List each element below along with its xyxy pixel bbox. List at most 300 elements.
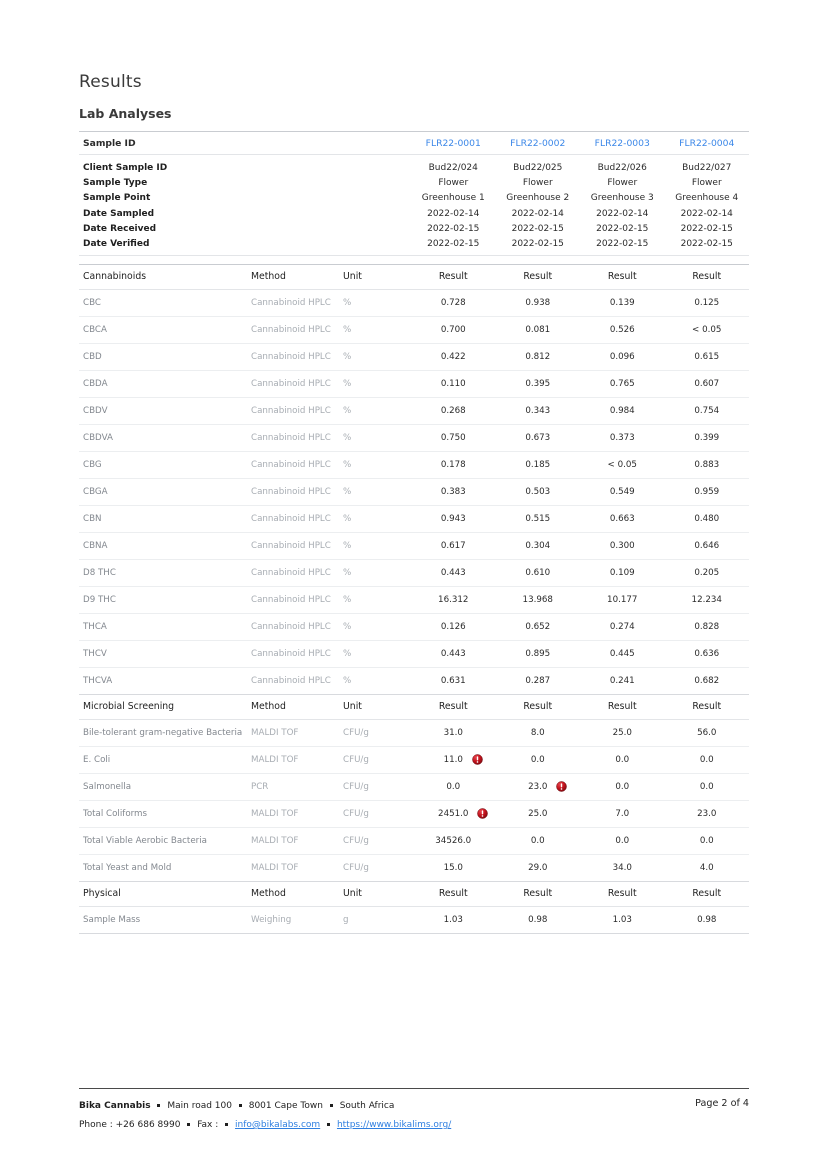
result-wrap [610, 649, 635, 659]
result-wrap [441, 352, 466, 362]
column-header-result: Result [496, 881, 581, 906]
footer-city: 8001 Cape Town [248, 1101, 323, 1111]
analysis-result-cell [411, 451, 496, 478]
result-value: 0.304 [525, 540, 551, 551]
analysis-result-cell [580, 719, 665, 746]
bullet-separator-icon [187, 1123, 190, 1126]
result-wrap [441, 433, 466, 443]
result-value: 25.0 [612, 727, 632, 738]
analysis-result-cell [411, 289, 496, 316]
result-wrap [610, 298, 635, 308]
analysis-method: Cannabinoid HPLC [249, 397, 341, 424]
analysis-name: CBG [79, 451, 249, 478]
result-value: 0.98 [528, 914, 548, 925]
metadata-row-date-verified [79, 236, 749, 255]
metadata-label: Date Received [83, 223, 157, 234]
analysis-result-cell [665, 746, 750, 773]
result-wrap [615, 755, 629, 765]
result-wrap [694, 460, 719, 470]
analysis-result-cell [496, 451, 581, 478]
column-header-method: Method [249, 264, 341, 289]
analysis-name: CBN [79, 505, 249, 532]
analysis-row [79, 451, 749, 478]
analysis-result-cell [411, 827, 496, 854]
result-value: 0.0 [446, 781, 461, 792]
result-value: 0.607 [694, 378, 720, 389]
result-wrap [613, 863, 632, 873]
result-value: 0.287 [525, 675, 551, 686]
result-wrap [694, 541, 719, 551]
analysis-result-cell [411, 640, 496, 667]
result-wrap [694, 622, 719, 632]
analysis-unit: % [341, 424, 411, 451]
result-wrap [444, 863, 463, 873]
category-name: Cannabinoids [79, 264, 249, 289]
metadata-value: Flower [522, 177, 553, 188]
result-wrap [525, 568, 550, 578]
result-wrap [692, 325, 721, 335]
column-header-result: Result [665, 264, 750, 289]
result-wrap [525, 298, 550, 308]
analysis-row [79, 667, 749, 694]
analysis-result-cell [580, 370, 665, 397]
result-wrap [528, 863, 547, 873]
result-wrap [525, 541, 550, 551]
metadata-value: Flower [607, 177, 638, 188]
result-wrap [441, 298, 466, 308]
analysis-unit: % [341, 478, 411, 505]
analysis-row [79, 773, 749, 800]
analysis-result-cell [580, 640, 665, 667]
page-number-indicator: Page 2 of 4 [695, 1098, 749, 1109]
column-header-result: Result [580, 264, 665, 289]
result-value: 0.268 [440, 405, 466, 416]
analysis-result-cell [411, 906, 496, 933]
result-value: 0.631 [440, 675, 466, 686]
out-of-range-warning-icon[interactable] [472, 754, 483, 765]
metadata-value: 2022-02-14 [680, 208, 733, 219]
result-wrap [700, 836, 714, 846]
analysis-method: Cannabinoid HPLC [249, 532, 341, 559]
analysis-result-cell [580, 586, 665, 613]
metadata-value: Bud22/025 [513, 162, 563, 173]
bullet-separator-icon [239, 1104, 242, 1107]
analysis-result-cell [496, 906, 581, 933]
result-wrap [531, 728, 545, 738]
result-value: 0.610 [525, 567, 551, 578]
result-value: 0.445 [609, 648, 635, 659]
analysis-method: PCR [249, 773, 341, 800]
analysis-name: E. Coli [79, 746, 249, 773]
result-value: 2451.0 [438, 808, 469, 819]
metadata-value: Flower [438, 177, 469, 188]
out-of-range-warning-icon[interactable] [477, 808, 488, 819]
result-wrap [700, 755, 714, 765]
result-wrap [523, 595, 553, 605]
bullet-separator-icon [225, 1123, 228, 1126]
analysis-unit: % [341, 586, 411, 613]
result-wrap [525, 460, 550, 470]
analysis-name: CBNA [79, 532, 249, 559]
metadata-row-date-received [79, 221, 749, 236]
analysis-result-cell [580, 451, 665, 478]
analysis-name: THCV [79, 640, 249, 667]
column-header-unit: Unit [341, 694, 411, 719]
column-header-unit: Unit [341, 881, 411, 906]
result-wrap [615, 809, 629, 819]
metadata-value: Bud22/026 [597, 162, 647, 173]
result-wrap [610, 541, 635, 551]
metadata-value: Bud22/027 [682, 162, 732, 173]
metadata-value: 2022-02-15 [665, 236, 750, 255]
category-header-row [79, 264, 749, 289]
analysis-result-cell [665, 532, 750, 559]
analysis-result-cell [496, 478, 581, 505]
result-value: 0.526 [609, 324, 635, 335]
analysis-result-cell [580, 854, 665, 881]
result-wrap [441, 649, 466, 659]
analysis-result-cell [496, 746, 581, 773]
analysis-name: CBGA [79, 478, 249, 505]
analysis-unit: CFU/g [341, 719, 411, 746]
metadata-row-sample-point [79, 191, 749, 206]
column-header-result: Result [411, 881, 496, 906]
result-wrap [441, 568, 466, 578]
metadata-value: 2022-02-15 [511, 223, 564, 234]
metadata-value: 2022-02-15 [680, 223, 733, 234]
analysis-result-cell [411, 746, 496, 773]
metadata-value: Greenhouse 1 [421, 193, 485, 204]
result-value: 0.422 [440, 351, 466, 362]
result-wrap [694, 568, 719, 578]
analysis-name: D8 THC [79, 559, 249, 586]
result-wrap [525, 676, 550, 686]
analysis-result-cell [496, 316, 581, 343]
result-value: 0.883 [694, 459, 720, 470]
analysis-result-cell [496, 370, 581, 397]
result-value: 11.0 [443, 754, 463, 765]
metadata-value: Flower [691, 177, 722, 188]
analysis-result-cell [665, 505, 750, 532]
result-wrap [608, 460, 637, 470]
analysis-row [79, 316, 749, 343]
result-value: 0.139 [609, 297, 635, 308]
result-value: 0.383 [440, 486, 466, 497]
result-value: 0.395 [525, 378, 551, 389]
analysis-name: Bile-tolerant gram-negative Bacteria [79, 719, 249, 746]
result-value: 0.515 [525, 513, 551, 524]
column-header-result: Result [496, 694, 581, 719]
result-value: 0.682 [694, 675, 720, 686]
result-wrap [607, 595, 637, 605]
analysis-name: Salmonella [79, 773, 249, 800]
result-value: 0.443 [440, 567, 466, 578]
analysis-method: Cannabinoid HPLC [249, 559, 341, 586]
analysis-result-cell [496, 289, 581, 316]
analysis-result-cell [411, 397, 496, 424]
analysis-row [79, 532, 749, 559]
result-wrap [441, 325, 466, 335]
metadata-value: 2022-02-14 [427, 208, 480, 219]
analysis-name: Total Viable Aerobic Bacteria [79, 827, 249, 854]
analysis-result-cell [496, 640, 581, 667]
footer-company-name: Bika Cannabis [79, 1101, 151, 1111]
analysis-result-cell [580, 746, 665, 773]
analysis-unit: % [341, 559, 411, 586]
analysis-unit: CFU/g [341, 854, 411, 881]
analysis-method: Cannabinoid HPLC [249, 370, 341, 397]
footer-phone: Phone : +26 686 8990 [79, 1120, 181, 1130]
result-wrap [694, 676, 719, 686]
result-value: 0.0 [530, 754, 545, 765]
footer-fax-label: Fax : [197, 1120, 219, 1130]
sample-info-body [79, 132, 749, 256]
metadata-label: Sample Point [83, 193, 151, 204]
analysis-unit: % [341, 532, 411, 559]
result-wrap [694, 649, 719, 659]
analysis-result-cell [496, 667, 581, 694]
analysis-unit: CFU/g [341, 827, 411, 854]
analysis-unit: % [341, 505, 411, 532]
analysis-result-cell [665, 343, 750, 370]
result-value: 0.343 [525, 405, 551, 416]
result-value: 0.750 [440, 432, 466, 443]
column-header-result: Result [580, 881, 665, 906]
analysis-name: Total Yeast and Mold [79, 854, 249, 881]
result-value: 0.0 [699, 781, 714, 792]
result-value: 0.126 [440, 621, 466, 632]
out-of-range-warning-icon[interactable] [556, 781, 567, 792]
analysis-name: CBC [79, 289, 249, 316]
analysis-row [79, 289, 749, 316]
metadata-label: Sample Type [83, 177, 148, 188]
analysis-unit: % [341, 613, 411, 640]
analysis-method: Cannabinoid HPLC [249, 424, 341, 451]
sample-id-link-3[interactable]: FLR22-0003 [580, 132, 665, 155]
result-value: < 0.05 [692, 324, 722, 335]
result-value: 0.0 [699, 754, 714, 765]
result-value: 0.0 [615, 835, 630, 846]
result-wrap [525, 433, 550, 443]
analysis-result-cell [411, 424, 496, 451]
result-value: 0.241 [609, 675, 635, 686]
bullet-separator-icon [157, 1104, 160, 1107]
analysis-result-cell [665, 773, 750, 800]
column-header-method: Method [249, 881, 341, 906]
footer-website-link[interactable]: https://www.bikalims.org/ [336, 1120, 452, 1130]
analysis-row [79, 343, 749, 370]
result-value: 0.943 [440, 513, 466, 524]
metadata-row-sample-type [79, 175, 749, 190]
analysis-unit: g [341, 906, 411, 933]
analysis-result-cell [665, 316, 750, 343]
analysis-row [79, 478, 749, 505]
result-value: 0.178 [440, 459, 466, 470]
column-header-result: Result [411, 694, 496, 719]
result-wrap [446, 782, 460, 792]
analysis-result-cell [496, 397, 581, 424]
analysis-name: THCVA [79, 667, 249, 694]
result-value: 0.109 [609, 567, 635, 578]
result-value: 0.480 [694, 513, 720, 524]
analysis-row [79, 719, 749, 746]
analysis-row [79, 800, 749, 827]
category-header-row [79, 694, 749, 719]
result-wrap [525, 514, 550, 524]
sample-id-link-1[interactable]: FLR22-0001 [411, 132, 496, 155]
result-wrap [613, 915, 632, 925]
metadata-value: Greenhouse 4 [675, 193, 739, 204]
analysis-row [79, 827, 749, 854]
category-header-row [79, 881, 749, 906]
analysis-result-cell [580, 424, 665, 451]
result-wrap [441, 460, 466, 470]
result-value: 23.0 [528, 781, 548, 792]
result-wrap [528, 809, 547, 819]
result-value: 0.373 [609, 432, 635, 443]
result-wrap [441, 541, 466, 551]
footer-contact-block [79, 1097, 451, 1135]
result-wrap [610, 514, 635, 524]
sample-id-link-2[interactable]: FLR22-0002 [496, 132, 581, 155]
result-value: 0.98 [697, 914, 717, 925]
result-wrap [694, 514, 719, 524]
analysis-result-cell [580, 532, 665, 559]
result-value: 0.728 [440, 297, 466, 308]
analysis-method: MALDI TOF [249, 800, 341, 827]
sample-id-link-4[interactable]: FLR22-0004 [665, 132, 750, 155]
analysis-method: MALDI TOF [249, 854, 341, 881]
result-wrap [610, 676, 635, 686]
analysis-result-cell [580, 397, 665, 424]
analysis-result-cell [580, 906, 665, 933]
analysis-name: CBDVA [79, 424, 249, 451]
metadata-row-client-sample-id [79, 160, 749, 175]
analysis-row [79, 559, 749, 586]
analysis-unit: CFU/g [341, 800, 411, 827]
analysis-unit: % [341, 316, 411, 343]
result-wrap [610, 406, 635, 416]
result-wrap [694, 379, 719, 389]
result-wrap [528, 915, 547, 925]
analysis-result-cell [580, 559, 665, 586]
analysis-result-cell [665, 640, 750, 667]
analysis-result-cell [496, 719, 581, 746]
result-value: 0.617 [440, 540, 466, 551]
analysis-result-cell [580, 800, 665, 827]
analysis-unit: % [341, 451, 411, 478]
analysis-unit: CFU/g [341, 773, 411, 800]
result-value: 23.0 [697, 808, 717, 819]
result-wrap [525, 622, 550, 632]
result-wrap [610, 487, 635, 497]
analysis-result-cell [411, 719, 496, 746]
metadata-value: Greenhouse 3 [590, 193, 654, 204]
result-value: 0.828 [694, 621, 720, 632]
result-value: 0.938 [525, 297, 551, 308]
analysis-result-cell [411, 586, 496, 613]
result-wrap [694, 433, 719, 443]
analysis-result-cell [580, 505, 665, 532]
analysis-method: Cannabinoid HPLC [249, 343, 341, 370]
analysis-result-cell [411, 800, 496, 827]
analysis-row [79, 640, 749, 667]
analysis-result-cell [411, 773, 496, 800]
analysis-result-cell [496, 424, 581, 451]
result-value: 0.754 [694, 405, 720, 416]
metadata-label: Client Sample ID [83, 162, 168, 173]
analysis-method: Cannabinoid HPLC [249, 586, 341, 613]
analysis-result-cell [665, 370, 750, 397]
analysis-method: MALDI TOF [249, 719, 341, 746]
result-value: 34.0 [612, 862, 632, 873]
analysis-result-cell [580, 667, 665, 694]
sample-id-label: Sample ID [79, 132, 411, 155]
analysis-result-cell [580, 827, 665, 854]
analysis-result-cell [411, 505, 496, 532]
analysis-result-cell [411, 613, 496, 640]
analysis-method: Cannabinoid HPLC [249, 505, 341, 532]
metadata-value: 2022-02-15 [580, 236, 665, 255]
result-wrap [441, 487, 466, 497]
result-wrap [441, 622, 466, 632]
analysis-result-cell [496, 613, 581, 640]
result-value: 0.110 [440, 378, 466, 389]
analysis-name: CBD [79, 343, 249, 370]
section-title-lab-analyses: Lab Analyses [79, 106, 172, 121]
analysis-result-cell [411, 667, 496, 694]
column-header-result: Result [580, 694, 665, 719]
analysis-unit: CFU/g [341, 746, 411, 773]
analysis-result-cell [580, 613, 665, 640]
result-wrap [525, 352, 550, 362]
result-wrap [438, 809, 468, 819]
result-value: 0.663 [609, 513, 635, 524]
result-wrap [700, 863, 714, 873]
result-value: 0.646 [694, 540, 720, 551]
analysis-result-cell [665, 667, 750, 694]
result-wrap [694, 352, 719, 362]
result-wrap [531, 755, 545, 765]
lab-results-body [79, 264, 749, 933]
footer-email-link[interactable]: info@bikalabs.com [235, 1120, 321, 1130]
analysis-result-cell [665, 719, 750, 746]
result-value: 0.895 [525, 648, 551, 659]
result-wrap [694, 487, 719, 497]
analysis-result-cell [665, 906, 750, 933]
analysis-method: Weighing [249, 906, 341, 933]
sample-info-table [79, 131, 749, 256]
analysis-result-cell [411, 343, 496, 370]
analysis-row [79, 505, 749, 532]
table-gap [79, 256, 749, 264]
result-wrap [525, 406, 550, 416]
analysis-result-cell [496, 827, 581, 854]
analysis-result-cell [665, 451, 750, 478]
metadata-value: 2022-02-15 [427, 223, 480, 234]
result-wrap [610, 325, 635, 335]
analysis-name: Total Coliforms [79, 800, 249, 827]
column-header-unit: Unit [341, 264, 411, 289]
analysis-result-cell [496, 505, 581, 532]
lab-results-table [79, 264, 749, 934]
result-wrap [610, 379, 635, 389]
result-wrap [438, 595, 468, 605]
analysis-unit: % [341, 397, 411, 424]
analysis-result-cell [580, 343, 665, 370]
analysis-result-cell [665, 854, 750, 881]
result-wrap [610, 568, 635, 578]
